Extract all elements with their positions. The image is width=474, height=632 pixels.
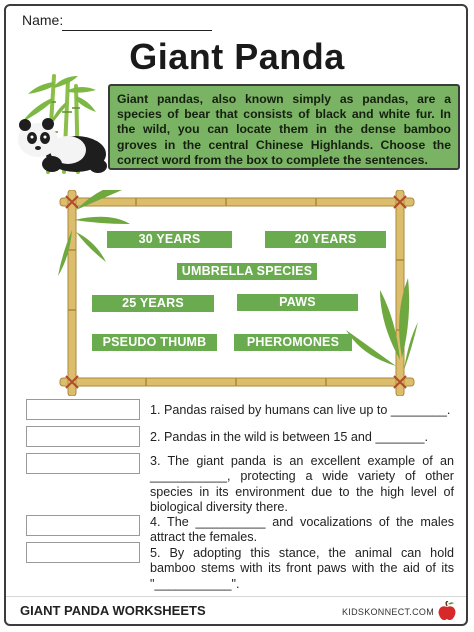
name-label: Name: bbox=[22, 12, 64, 28]
name-input-line[interactable] bbox=[62, 30, 212, 31]
answer-box-1[interactable] bbox=[26, 399, 140, 420]
question-2: 2. Pandas in the wild is between 15 and _______. bbox=[150, 430, 428, 444]
word-paws: PAWS bbox=[237, 294, 358, 311]
apple-icon bbox=[438, 601, 456, 621]
word-25-years: 25 YEARS bbox=[92, 295, 214, 312]
intro-paragraph: Giant pandas, also known simply as pandas, are a species of bear that consists of black and white fur. In the wild, you can locate them in the dense bamboo groves in the central Chinese Highlands. Choose the correct word from the box to complete the sentences. bbox=[108, 84, 460, 170]
panda-illustration bbox=[8, 72, 112, 176]
question-3: 3. The giant panda is an excellent example of an ___________, protecting a wide variety of other species in its environment due to the high level of biological diversity there. bbox=[150, 454, 454, 515]
answer-box-5[interactable] bbox=[26, 542, 140, 563]
question-4: 4. The __________ and vocalizations of the males attract the females. bbox=[150, 515, 454, 545]
word-30-years: 30 YEARS bbox=[107, 231, 232, 248]
word-20-years: 20 YEARS bbox=[265, 231, 386, 248]
word-pseudo-thumb: PSEUDO THUMB bbox=[92, 334, 217, 351]
question-5: 5. By adopting this stance, the animal can hold bamboo stems with its front paws with the aid of its "___________". bbox=[150, 546, 454, 591]
answer-box-2[interactable] bbox=[26, 426, 140, 447]
footer-title: GIANT PANDA WORKSHEETS bbox=[20, 603, 206, 618]
page-title: Giant Panda bbox=[129, 36, 345, 77]
footer-brand: KIDSKONNECT.COM bbox=[341, 607, 434, 617]
bamboo-frame bbox=[56, 190, 418, 396]
answer-box-3[interactable] bbox=[26, 453, 140, 474]
word-umbrella-species: UMBRELLA SPECIES bbox=[177, 263, 317, 280]
question-1: 1. Pandas raised by humans can live up to ________. bbox=[150, 403, 451, 417]
footer bbox=[6, 596, 466, 625]
word-pheromones: PHEROMONES bbox=[234, 334, 352, 351]
answer-box-4[interactable] bbox=[26, 515, 140, 536]
